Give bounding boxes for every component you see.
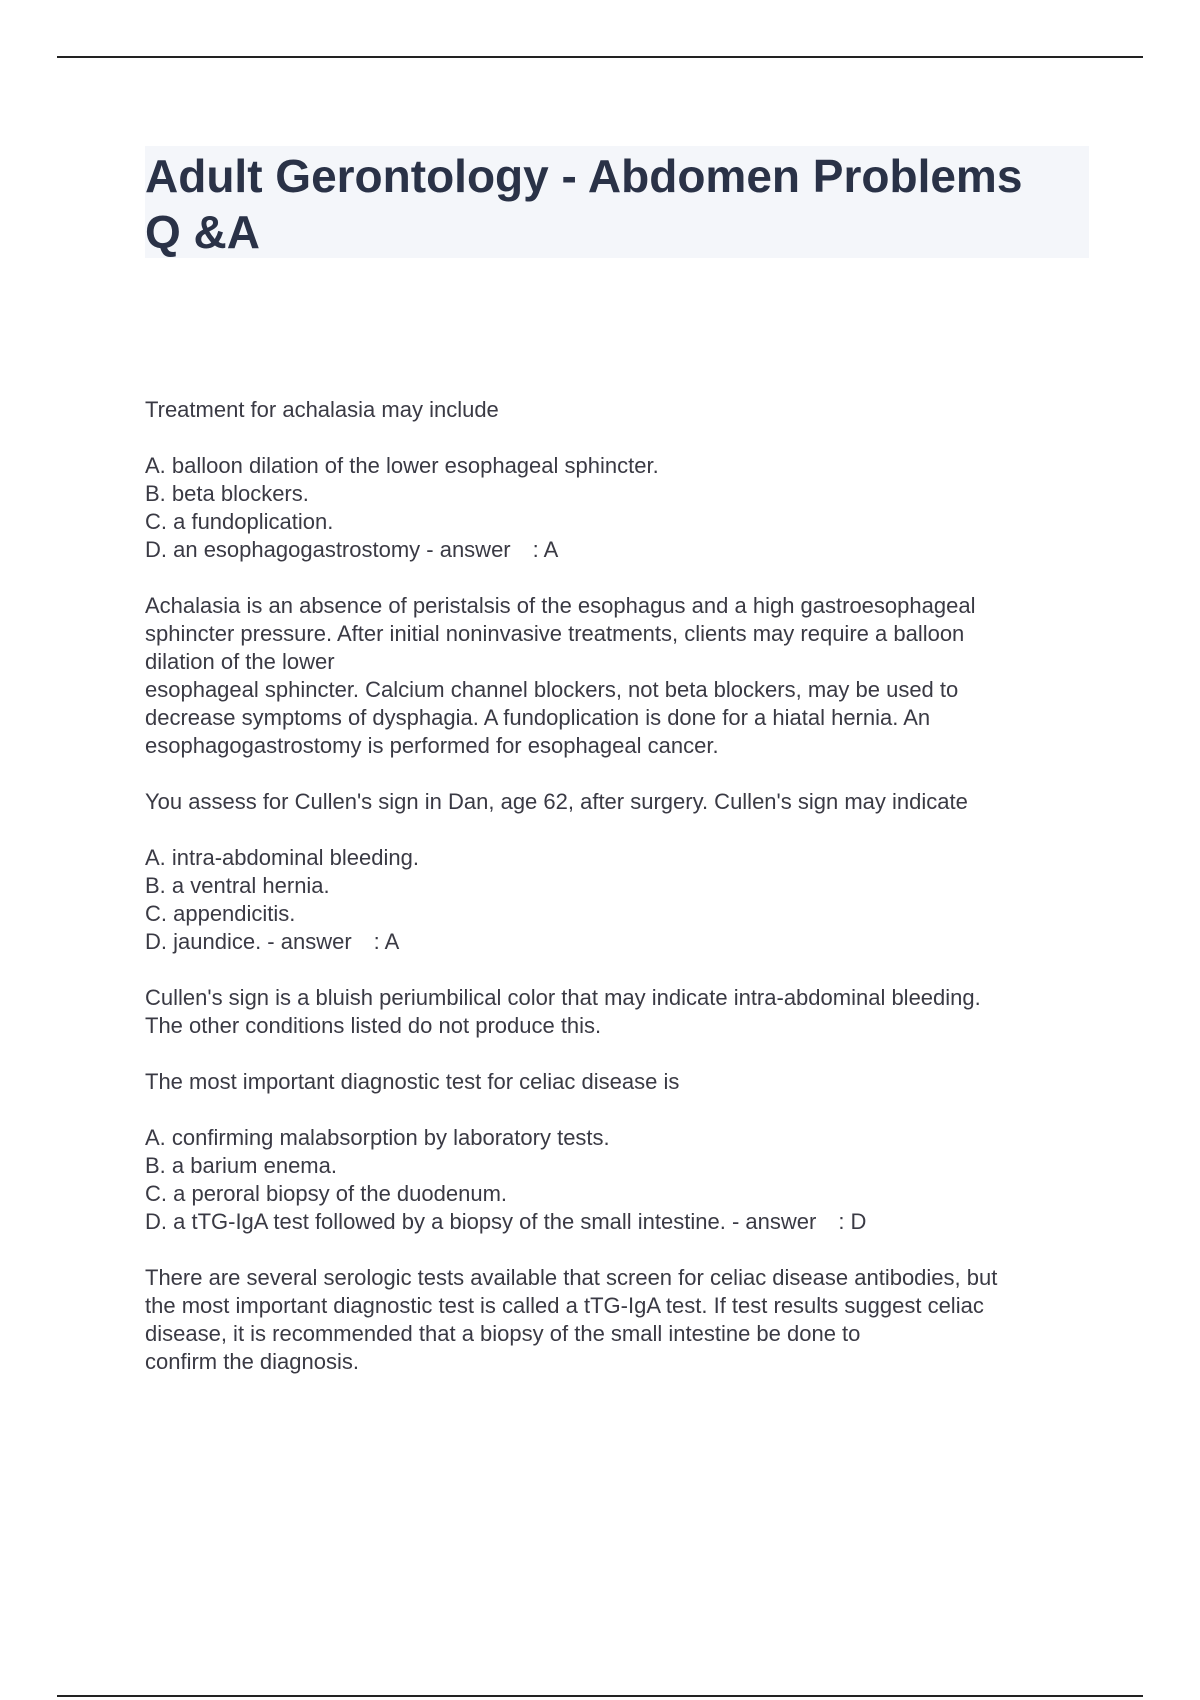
explanation-line: Achalasia is an absence of peristalsis of the esophagus and a high gastroesophageal <box>145 593 976 618</box>
answer-option: B. a ventral hernia. <box>145 873 330 898</box>
explanation-line: confirm the diagnosis. <box>145 1349 359 1374</box>
explanation-line: The other conditions listed do not produce this. <box>145 1013 602 1038</box>
explanation-line: decrease symptoms of dysphagia. A fundoplication is done for a hiatal hernia. An <box>145 705 931 730</box>
explanation-line: sphincter pressure. After initial noninvasive treatments, clients may require a balloon <box>145 621 965 646</box>
explanation-line: the most important diagnostic test is called a tTG-IgA test. If test results suggest celiac <box>145 1293 984 1318</box>
question-block-2 <box>145 788 1095 1040</box>
top-divider <box>57 56 1143 58</box>
question-block-1 <box>145 396 1095 760</box>
answer-option: A. intra-abdominal bleeding. <box>145 845 419 870</box>
explanation-line: esophageal sphincter. Calcium channel blockers, not beta blockers, may be used to <box>145 677 959 702</box>
option-text: D. a tTG-IgA test followed by a biopsy of the small intestine. - answer <box>145 1209 817 1234</box>
option-text: D. jaundice. - answer <box>145 929 352 954</box>
correct-answer: : A <box>532 537 559 562</box>
qa-content <box>145 396 1095 1376</box>
question-stem: The most important diagnostic test for celiac disease is <box>145 1069 680 1094</box>
correct-answer: : A <box>373 929 400 954</box>
explanation-line: esophagogastrostomy is performed for esophageal cancer. <box>145 733 719 758</box>
document-title <box>145 146 1089 258</box>
answer-option: A. balloon dilation of the lower esophageal sphincter. <box>145 453 659 478</box>
question-block-3 <box>145 1068 1095 1376</box>
answer-option: B. beta blockers. <box>145 481 309 506</box>
answer-option-last <box>145 928 1095 956</box>
question-stem: You assess for Cullen's sign in Dan, age 62, after surgery. Cullen's sign may indicate <box>145 789 968 814</box>
explanation-line: dilation of the lower <box>145 649 335 674</box>
answer-option: C. a peroral biopsy of the duodenum. <box>145 1181 508 1206</box>
explanation-line: Cullen's sign is a bluish periumbilical color that may indicate intra-abdominal bleeding. <box>145 985 981 1010</box>
answer-option-last <box>145 536 1095 564</box>
title-line-2: Q &A <box>145 206 260 258</box>
answer-option: A. confirming malabsorption by laboratory tests. <box>145 1125 610 1150</box>
option-text: D. an esophagogastrostomy - answer <box>145 537 511 562</box>
answer-option: C. appendicitis. <box>145 901 296 926</box>
answer-option: C. a fundoplication. <box>145 509 334 534</box>
bottom-divider <box>57 1695 1143 1697</box>
correct-answer: : D <box>838 1209 867 1234</box>
title-line-1: Adult Gerontology - Abdomen Problems <box>145 150 1023 202</box>
explanation-line: disease, it is recommended that a biopsy of the small intestine be done to <box>145 1321 861 1346</box>
answer-option: B. a barium enema. <box>145 1153 337 1178</box>
question-stem: Treatment for achalasia may include <box>145 397 499 422</box>
explanation-line: There are several serologic tests available that screen for celiac disease antibodies, but <box>145 1265 998 1290</box>
answer-option-last <box>145 1208 1095 1236</box>
